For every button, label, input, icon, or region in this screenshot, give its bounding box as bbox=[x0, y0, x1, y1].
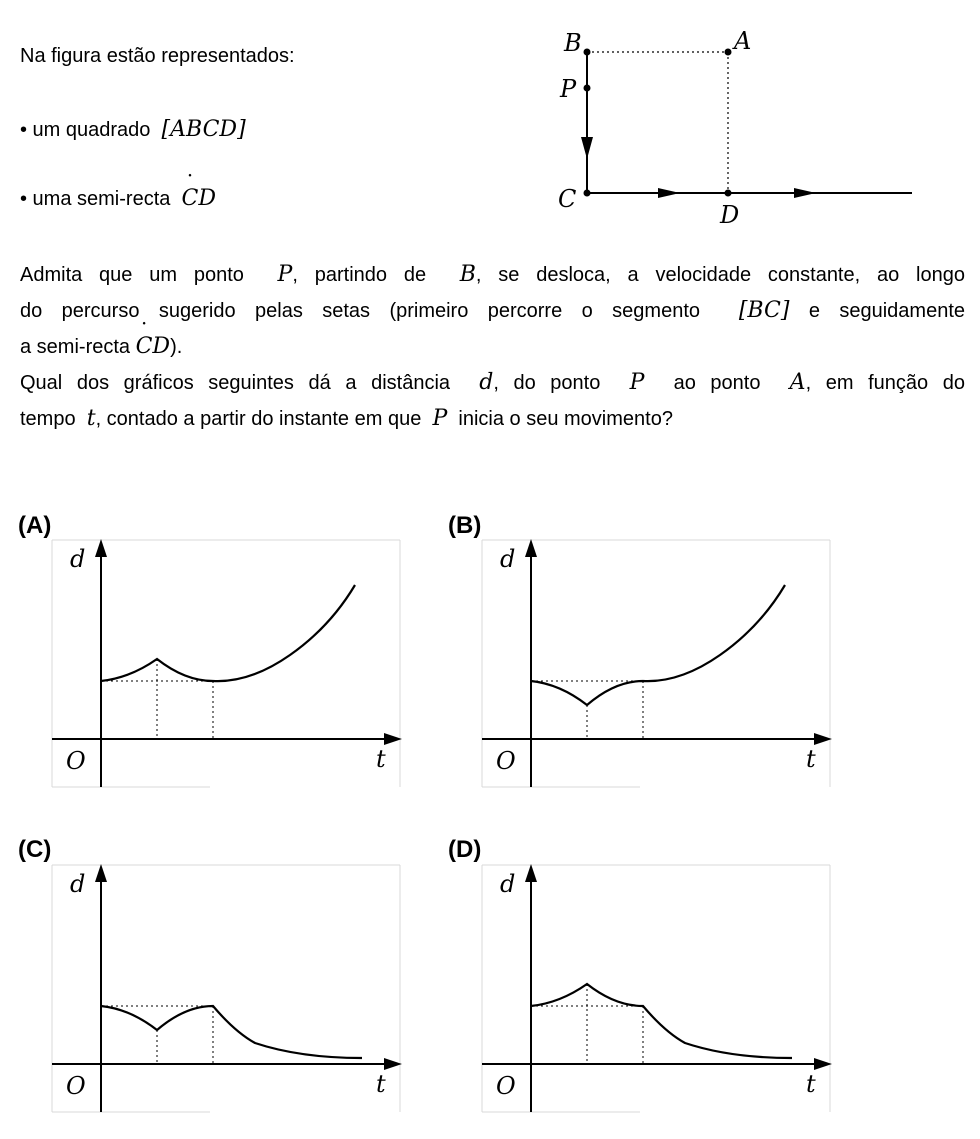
graph-curve bbox=[101, 1006, 362, 1058]
text: ao ponto bbox=[673, 372, 761, 394]
bullet-square-text: • um quadrado bbox=[20, 119, 151, 141]
arrow-right-icon bbox=[814, 733, 832, 745]
label-a: A bbox=[734, 27, 752, 55]
origin-label: O bbox=[66, 1072, 86, 1100]
bullet-square bbox=[20, 116, 246, 144]
text: Admita que um ponto bbox=[20, 264, 244, 286]
x-axis-label: t bbox=[806, 745, 816, 773]
math-d: d bbox=[479, 370, 494, 395]
arrow-up-icon bbox=[95, 864, 107, 882]
math-p: P bbox=[629, 370, 645, 395]
label-c: C bbox=[558, 185, 577, 213]
math-p: P bbox=[277, 262, 293, 287]
point-d bbox=[725, 190, 732, 197]
math-a: A bbox=[789, 370, 806, 395]
point-c bbox=[584, 190, 591, 197]
text: do percurso sugerido pelas setas (primeiro percorre o segmento bbox=[20, 300, 700, 322]
text: e seguidamente bbox=[808, 300, 966, 322]
bullet-ray bbox=[20, 185, 216, 213]
math-cd: ˙ CD bbox=[136, 329, 170, 365]
arrow-down-icon bbox=[581, 137, 593, 159]
origin-label: O bbox=[66, 747, 86, 775]
text: Qual dos gráficos seguintes dá a distância bbox=[20, 372, 451, 394]
graph-c bbox=[40, 860, 410, 1120]
text: a semi-recta bbox=[20, 336, 131, 358]
text: , partindo de bbox=[292, 264, 427, 286]
math-b: B bbox=[459, 262, 476, 287]
origin-label: O bbox=[496, 747, 516, 775]
option-d-label: (D) bbox=[448, 836, 482, 863]
paragraph-line bbox=[20, 401, 965, 437]
paragraph-line bbox=[20, 293, 965, 329]
y-axis-label: d bbox=[70, 870, 86, 898]
y-axis-label: d bbox=[500, 545, 516, 573]
y-axis-label: d bbox=[70, 545, 86, 573]
x-axis-label: t bbox=[376, 1070, 386, 1098]
square-figure bbox=[550, 25, 920, 235]
graph-d bbox=[470, 860, 840, 1120]
text: tempo bbox=[20, 408, 76, 430]
paragraph-line bbox=[20, 257, 965, 293]
arrow-right-icon bbox=[658, 188, 680, 198]
graph-curve bbox=[101, 585, 355, 681]
arrow-right-icon bbox=[384, 733, 402, 745]
graph-a bbox=[40, 535, 410, 795]
x-axis-label: t bbox=[376, 745, 386, 773]
text: ). bbox=[170, 336, 183, 358]
arrow-right-icon bbox=[794, 188, 816, 198]
text: , se desloca, a velocidade constante, ao longo bbox=[475, 264, 965, 286]
option-c-label: (C) bbox=[18, 836, 52, 863]
point-p bbox=[584, 85, 591, 92]
text: , em função do bbox=[805, 372, 965, 394]
arrow-right-icon bbox=[814, 1058, 832, 1070]
point-a bbox=[725, 49, 732, 56]
graph-curve bbox=[531, 984, 792, 1058]
bullet-square-math: [ABCD] bbox=[161, 117, 246, 142]
arrow-right-icon bbox=[384, 1058, 402, 1070]
bullet-ray-math: ˙ CD bbox=[182, 185, 216, 213]
math-p: P bbox=[432, 406, 448, 431]
x-axis-label: t bbox=[806, 1070, 816, 1098]
paragraph-line bbox=[20, 365, 965, 401]
option-b-label: (B) bbox=[448, 512, 482, 539]
graph-b bbox=[470, 535, 840, 795]
figure-intro-text: Na figura estão representados: bbox=[20, 45, 295, 67]
arrow-up-icon bbox=[95, 539, 107, 557]
label-d: D bbox=[720, 201, 740, 229]
text: , do ponto bbox=[493, 372, 601, 394]
y-axis-label: d bbox=[500, 870, 516, 898]
label-p: P bbox=[560, 75, 577, 103]
arrow-up-icon bbox=[525, 539, 537, 557]
bullet-ray-text: • uma semi-recta bbox=[20, 188, 171, 210]
graph-curve bbox=[531, 585, 785, 705]
text: , contado a partir do instante em que bbox=[95, 408, 422, 430]
point-b bbox=[584, 49, 591, 56]
option-a-label: (A) bbox=[18, 512, 52, 539]
math-bc: [BC] bbox=[738, 298, 790, 323]
label-b: B bbox=[564, 29, 582, 57]
paragraph-line bbox=[20, 329, 965, 365]
problem-paragraph bbox=[20, 257, 965, 437]
math-t: t bbox=[86, 406, 96, 431]
text: inicia o seu movimento? bbox=[458, 408, 673, 430]
origin-label: O bbox=[496, 1072, 516, 1100]
arrow-up-icon bbox=[525, 864, 537, 882]
